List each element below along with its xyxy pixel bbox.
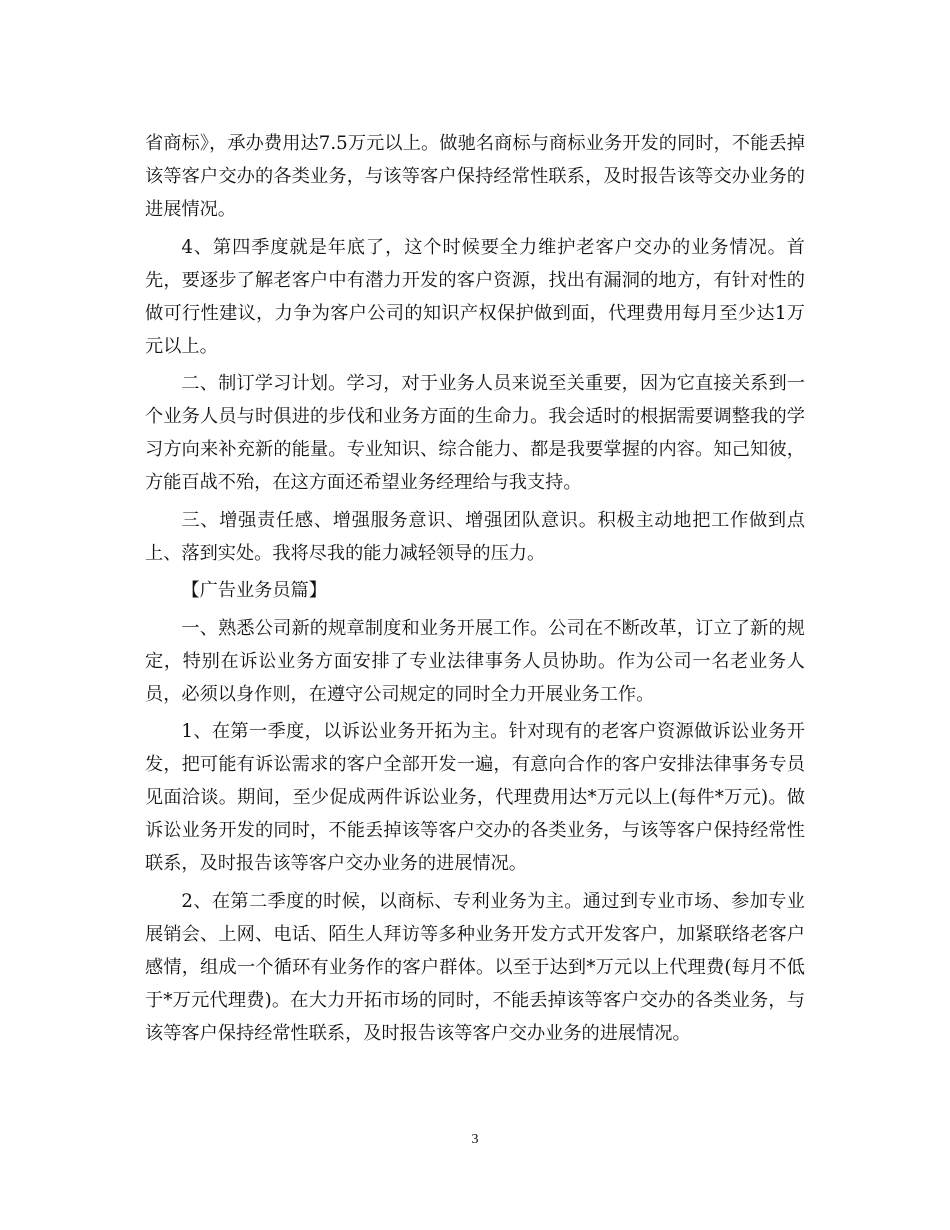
paragraph-responsibility: 三、增强责任感、增强服务意识、增强团队意识。积极主动地把工作做到点上、落到实处。我将尽我的能力减轻领导的压力。 <box>145 509 805 564</box>
paragraph-q2-plan: 2、在第二季度的时候，以商标、专利业务为主。通过到专业市场、参加专业展销会、上网、电话、陌生人拜访等多种业务开发方式开发客户，加紧联络老客户感情，组成一个循环有业务作的客户群体。以至于达到*万元以上代理费(每月不低于*万元代理费)。在大力开拓市场的同时，不能丢掉该等客户交办的各类业务，与该等客户保持经常性联系，及时报告该等客户交办业务的进展情况。 <box>145 890 805 1044</box>
paragraph-continuation: 省商标》，承办费用达7.5万元以上。做驰名商标与商标业务开发的同时，不能丢掉该等客户交办的各类业务，与该等客户保持经常性联系，及时报告该等交办业务的进展情况。 <box>145 133 805 220</box>
document-body <box>145 127 805 1054</box>
paragraph-study-plan: 二、制订学习计划。学习，对于业务人员来说至关重要，因为它直接关系到一个业务人员与时俱进的步伐和业务方面的生命力。我会适时的根据需要调整我的学习方向来补充新的能量。专业知识、综合能力、都是我要掌握的内容。知己知彼，方能百战不殆，在这方面还希望业务经理给与我支持。 <box>145 373 805 493</box>
paragraph-q1-plan: 1、在第一季度，以诉讼业务开拓为主。针对现有的老客户资源做诉讼业务开发，把可能有诉讼需求的客户全部开发一遍，有意向合作的客户安排法律事务专员见面洽谈。期间，至少促成两件诉讼业务，代理费用达*万元以上(每件*万元)。做诉讼业务开发的同时，不能丢掉该等客户交办的各类业务，与该等客户保持经常性联系，及时报告该等客户交办业务的进展情况。 <box>145 721 805 874</box>
paragraph-rules: 一、熟悉公司新的规章制度和业务开展工作。公司在不断改革，订立了新的规定，特别在诉讼业务方面安排了专业法律事务人员协助。作为公司一名老业务人员，必须以身作则，在遵守公司规定的同时全力开展业务工作。 <box>145 617 805 705</box>
section-heading-ad-salesperson: 【广告业务员篇】 <box>181 580 327 601</box>
page-number: 3 <box>471 1132 479 1147</box>
paragraph-q4-plan: 4、第四季度就是年底了，这个时候要全力维护老客户交办的业务情况。首先，要逐步了解老客户中有潜力开发的客户资源，找出有漏洞的地方，有针对性的做可行性建议，力争为客户公司的知识产权保护做到面，代理费用每月至少达1万元以上。 <box>145 236 805 357</box>
